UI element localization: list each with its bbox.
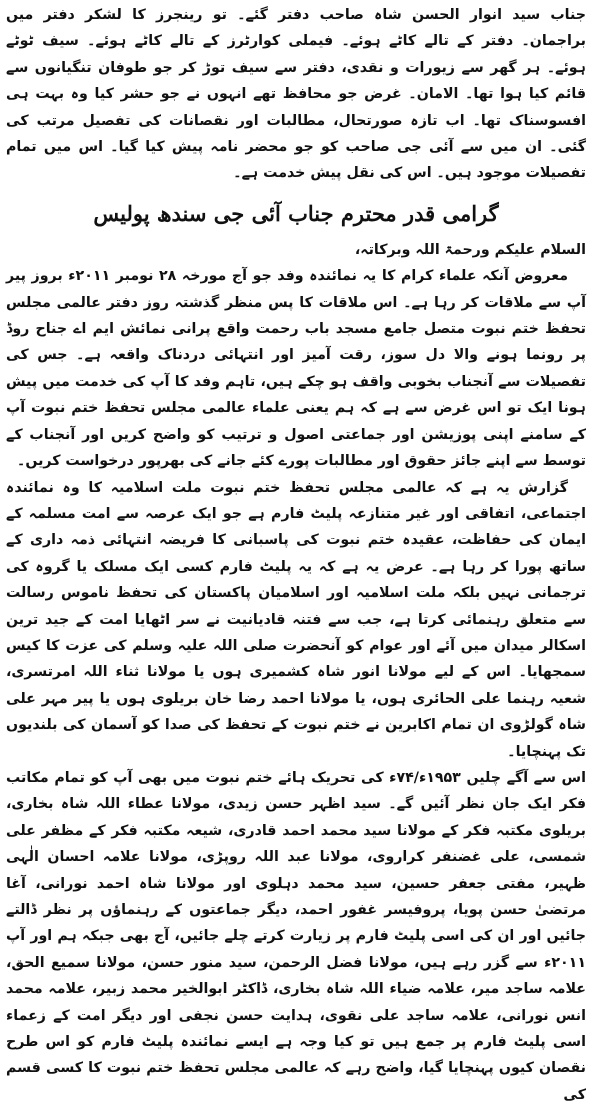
- letter-heading: گرامی قدر محترم جناب آئی جی سندھ پولیس: [93, 200, 499, 226]
- body-paragraph-3: اس سے آگے چلیں ۱۹۵۳ء/۷۴ء کی تحریک ہائے ختم نبوت میں بھی آپ کو تمام مکاتب فکر ایک جان نظر آئیں گے۔ سید اظہر حسن زیدی، مولانا عطاء اللہ شاہ بخاری، بریلوی مکتبہ فکر کے مولانا سید محمد احمد قادری، شیعہ مکتبہ فکر کے مظفر علی شمسی، علی غضنفر کراروی، مولانا عبد اللہ روپڑی، مولانا علامہ احسان الٰہی ظہیر، مفتی جعفر حسین، سید محمد دہلوی اور مولانا شاہ احمد نورانی، آغا مرتضیٰ حسن پویا، پروفیسر غفور احمد، دیگر جماعتوں کے رہنماؤں پر نظر ڈالتے جائیں اور ان کی اسی پلیٹ فارم پر زیارت کرتے چلے جائیں، آج بھی جبکہ ہم اور آپ ۲۰۱۱ء سے گزر رہے ہیں، مولانا فضل الرحمن، سید منور حسن، مولانا سمیع الحق، علامہ ساجد میر، علامہ ضیاء اللہ شاہ بخاری، ڈاکٹر ابوالخیر محمد زبیر، علامہ محمد انس نورانی، علامہ ساجد علی نقوی، ہدایت حسن نجفی اور دیگر امت کے زعماء اسی پلیٹ فارم پر جمع ہیں تو کیا وجہ ہے ایسے نمائندہ پلیٹ فارم کو اس طرح نقصان کیوں پہنچایا گیا، واضح رہے کہ عالمی مجلس تحفظ ختم نبوت کا کسی قسم کی: [6, 769, 586, 1103]
- salutation: السلام علیکم ورحمۃ اللہ وبرکاتہ،: [354, 241, 586, 258]
- intro-paragraph: جناب سید انوار الحسن شاہ صاحب دفتر گئے۔ تو رینجرز کا لشکر دفتر میں براجمان۔ دفتر کے تالے کاٹے ہوئے۔ فیملی کوارٹرز کے تالے کاٹے ہوئے۔ سیف ٹوٹے ہوئے۔ ہر گھر سے زیورات و نقدی، دفتر سے سیف توڑ کر جو طوفان تنگیانوں سے قائم کیا ہوا تھا۔ الامان۔ غرض جو محافظ تھے انہوں نے جو حشر کیا وہ بہت ہی افسوسناک تھا۔ اب تازہ صورتحال، مطالبات اور نقصانات کی تفصیل مرتب کی گئی۔ ان میں سے آئی جی صاحب کو جو محضر نامہ پیش کیا گیا۔ اس میں تمام تفصیلات موجود ہیں۔ اس کی نقل پیش خدمت ہے۔: [6, 7, 586, 182]
- body-paragraph-2: گزارش یہ ہے کہ عالمی مجلس تحفظ ختم نبوت ملت اسلامیہ کا وہ نمائندہ اجتماعی، اتفاقی اور غیر متنازعہ پلیٹ فارم ہے جو ایک عرصہ سے امت مسلمہ کے ایمان کی حفاظت، عقیدہ ختم نبوت کی پاسبانی کا فریضہ انتہائی ذمہ داری کے ساتھ پورا کر رہا ہے۔ عرض یہ ہے کہ یہ پلیٹ فارم کسی ایک مسلک یا گروہ کی ترجمانی نہیں بلکہ ملت اسلامیہ اور اسلامیان پاکستان کی تحفظ ناموس رسالت سے متعلق رہنمائی کرتا ہے، جب سے فتنہ قادیانیت نے سر اٹھایا امت کے جید ترین اسکالر میدان میں آئے اور عوام کو آنحضرت صلی اللہ علیہ وسلم کی عزت کا کیس سمجھایا۔ اس کے لیے مولانا انور شاہ کشمیری ہوں یا مولانا ثناء اللہ امرتسری، شعیہ رہنما علی الحائری ہوں، یا مولانا احمد رضا خان بریلوی ہوں یا پیر مہر علی شاہ گولڑوی ان تمام اکابرین نے ختم نبوت کے تحفظ کی صدا کو آسمان کی بلندیوں تک پہنچایا۔: [6, 479, 586, 760]
- body-paragraph-1: معروض آنکہ علماء کرام کا یہ نمائندہ وفد جو آج مورخہ ۲۸ نومبر ۲۰۱۱ء بروز پیر آپ سے ملاقات کر رہا ہے۔ اس ملاقات کا پس منظر گذشتہ روز دفتر عالمی مجلس تحفظ ختم نبوت متصل جامع مسجد باب رحمت واقع پرانی نمائش ایم اے جناح روڈ پر رونما ہونے والا دل سوز، رقت آمیز اور انتہائی دردناک واقعہ ہے۔ جس کی تفصیلات سے آنجناب بخوبی واقف ہو چکے ہیں، تاہم وفد کا آپ کی خدمت میں پیش ہونا ایک تو اس غرض سے ہے کہ ہم یعنی علماء عالمی مجلس تحفظ ختم نبوت آپ کے سامنے اپنی پوزیشن اور جماعتی اصول و ترتیب کو واضح کریں اور آنجناب کے توسط سے اپنے جائز حقوق اور مطالبات پورے کئے جانے کی بھرپور درخواست کریں۔: [6, 268, 586, 470]
